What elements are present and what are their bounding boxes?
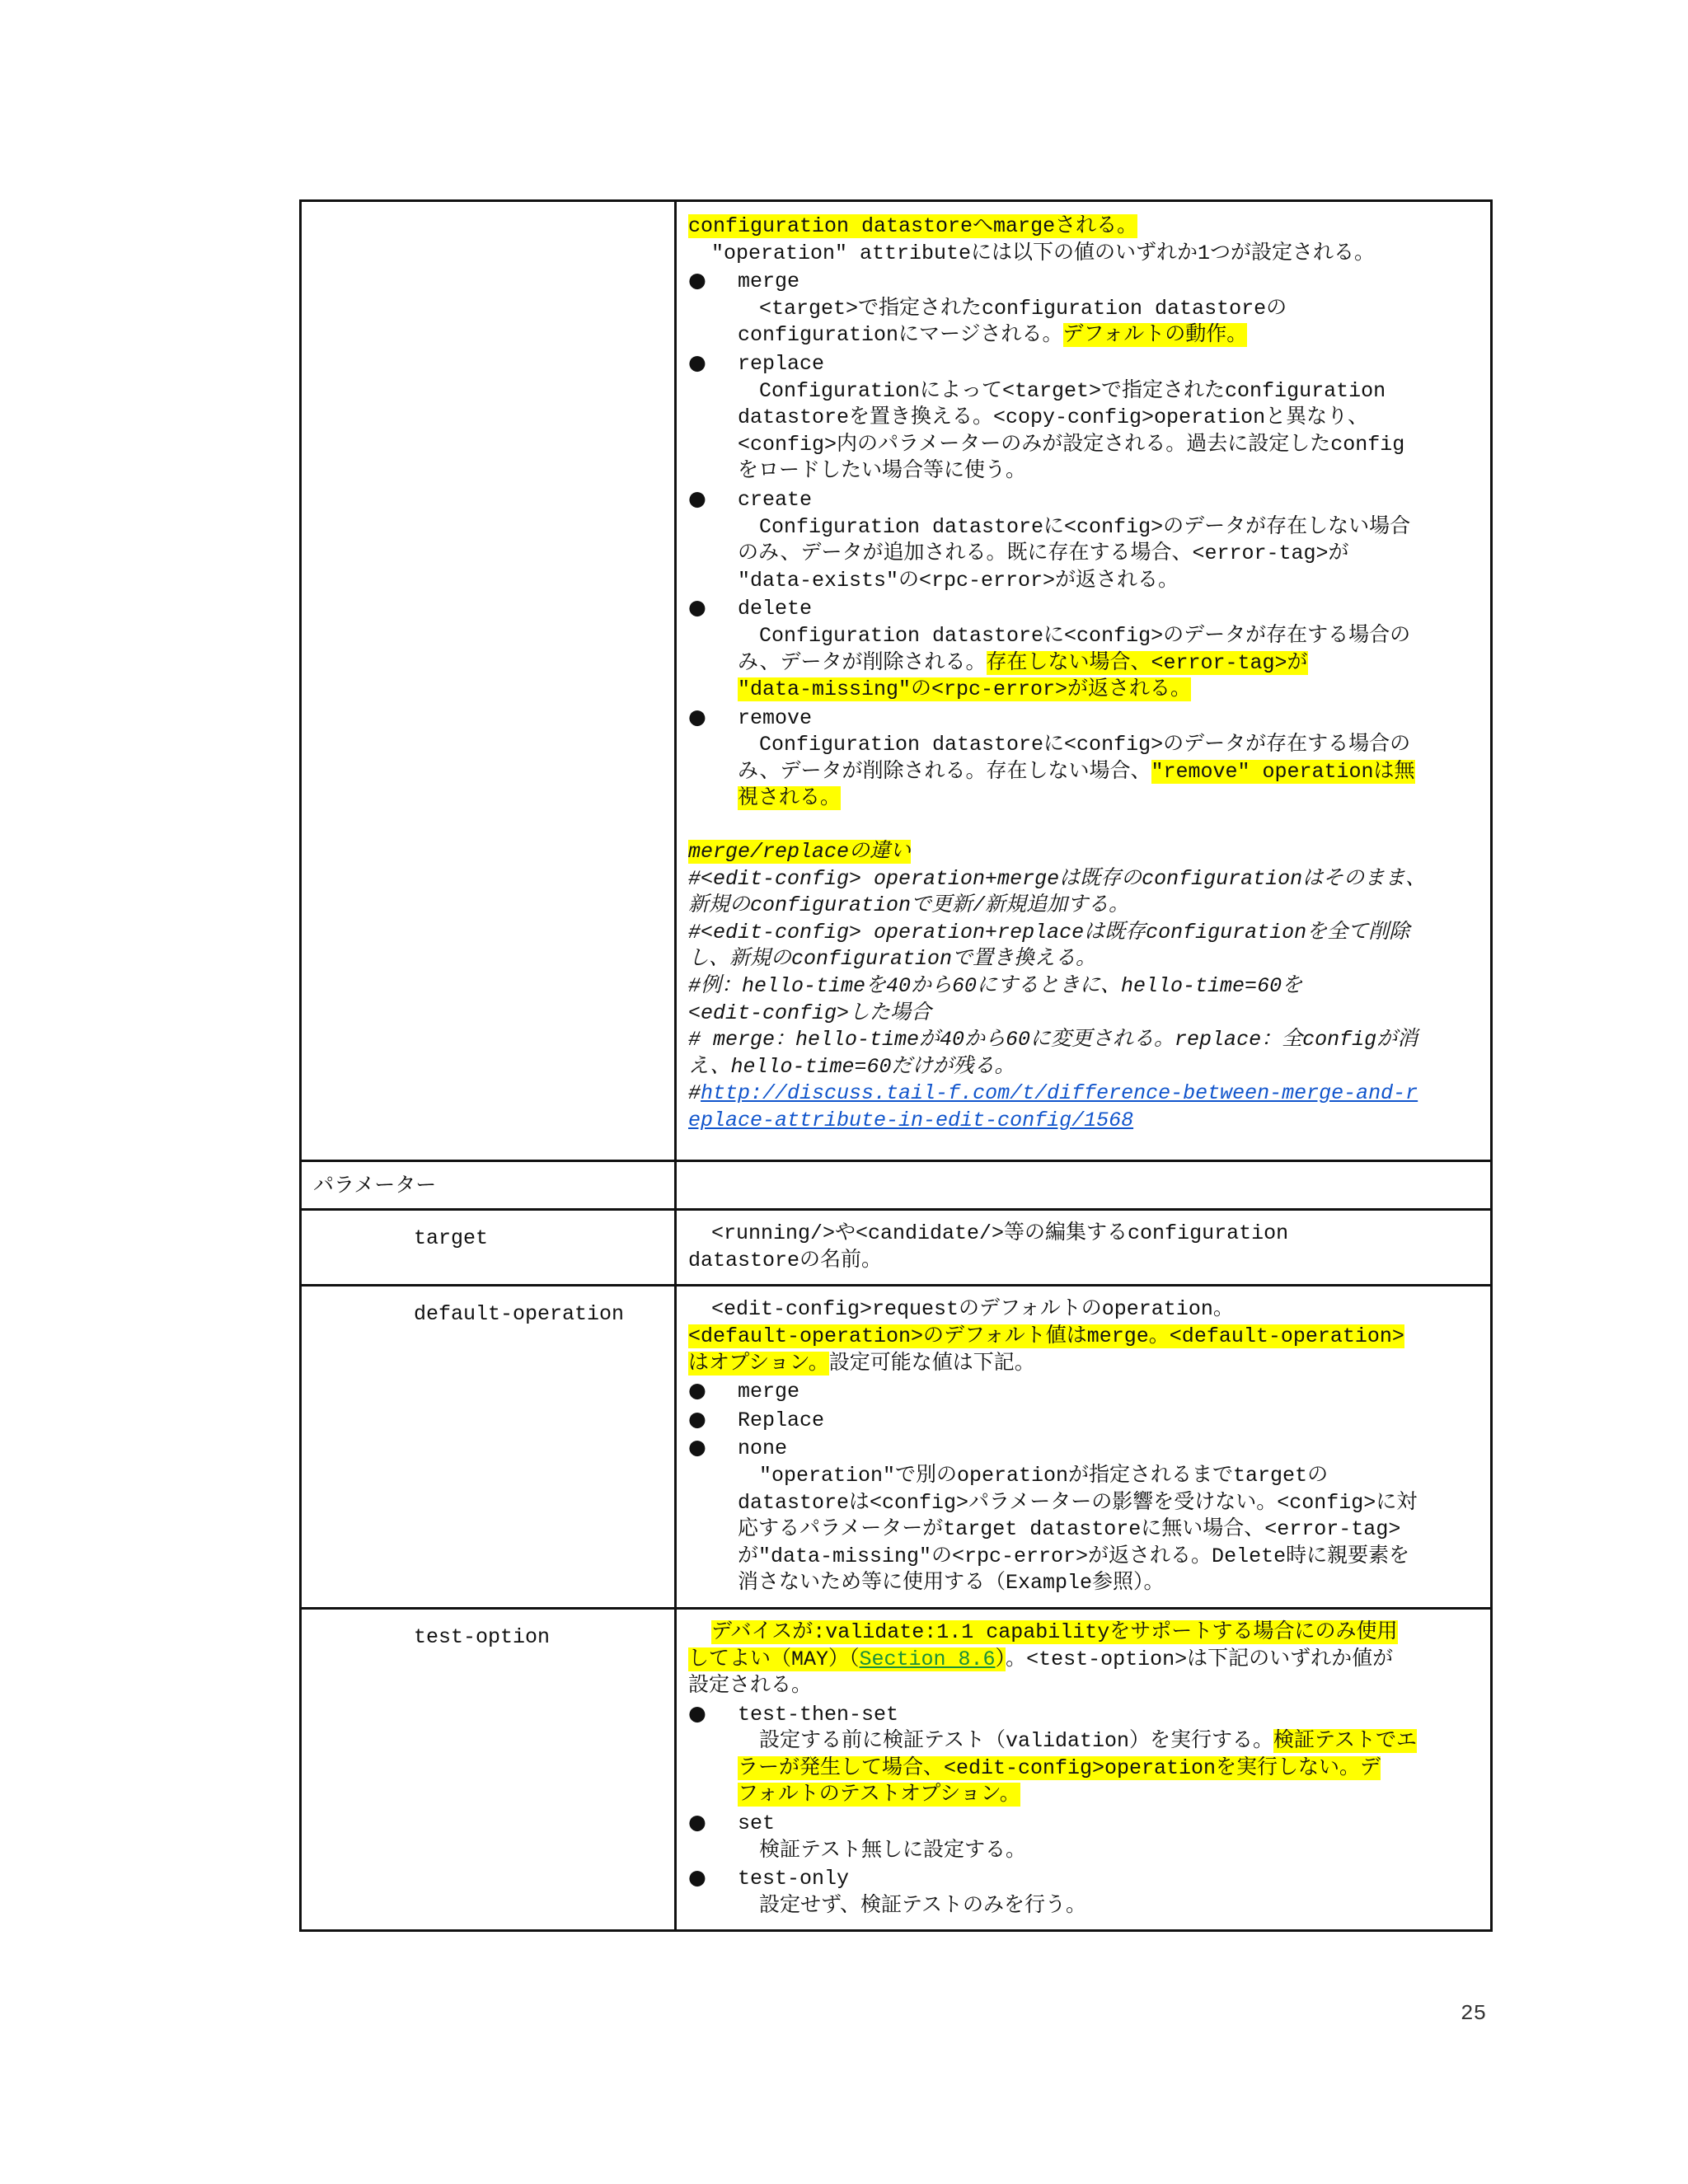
bullet-test-then-set: ● test-then-set	[688, 1700, 899, 1727]
parameter-table	[299, 199, 1493, 1932]
param-name-test-option: test-option	[414, 1624, 551, 1649]
bullet-set: ● set	[688, 1810, 776, 1836]
bullet-delete: ● delete	[688, 595, 813, 621]
intro-highlight: configuration datastoreへmargeされる。	[688, 214, 1138, 238]
bullet-create: ● create	[688, 485, 813, 512]
table-row-default-operation	[301, 1286, 1492, 1609]
bullet-opt-merge: ● merge	[688, 1378, 800, 1404]
test-option-description: デバイスが:validate:1.1 capabilityをサポートする場合にのみ使用 してよい（MAY）（Section 8.6）。<test-option>は下記のいずれか値が 設定される。 ● test-then-set 設定する前に検証テスト（validation）を実行する。検証テストでエ ラーが発生して場合、<edit-config>operationを実行しない。デ フォルトのテストオプション。 ● set 検証テスト無しに設定する。 ● test-only 設定せず、検証テストのみを行う。	[676, 1608, 1492, 1931]
param-name-default-operation: default-operation	[414, 1302, 625, 1327]
table-row-operation	[301, 201, 1492, 1161]
page-number: 25	[1461, 2001, 1487, 2026]
empty-cell	[676, 1160, 1492, 1210]
bullet-remove: ● remove	[688, 704, 813, 730]
param-name-target: target	[414, 1226, 489, 1251]
bullet-test-only: ● test-only	[688, 1865, 850, 1891]
bullet-opt-replace: ● Replace	[688, 1406, 825, 1432]
params-header: パラメーター	[301, 1160, 676, 1210]
bullet-merge: ● merge	[688, 268, 800, 294]
operation-description-cell: configuration datastoreへmargeされる。 "operation" attributeには以下の値のいずれか1つが設定される。 ● merge <target>で指定されたconfiguration datastoreの configurationにマージされる。デフォルトの動作。 ● replace Configurationによって<target>で指定されたconfiguration datastoreを置き換える。<copy-config>operationと異なり、 <config>内のパラメーターのみが設定される。過去に設定したconfig をロードしたい場合等に使う。 ● create Configuration datastoreに<config>のデータが存在しない場合 のみ、データが追加される。既に存在する場合、<error-tag>が "data-exists"の<rpc-error>が返される。 ● delete Configuration datastoreに<config>のデータが存在する場合の み、データが削除される。存在しない場合、<error-tag>が "data-missing"の<rpc-error>が返される。 ● remove Configuration datastoreに<config>のデータが存在する場合の み、データが削除される。存在しない場合、"remove" operationは無 視される。 merge/replaceの違い #<edit-config> operation+mergeは既存のconfigurationはそのまま、 新規のconfigurationで更新/新規追加する。 #<edit-config> operation+replaceは既存configurationを全て削除 し、新規のconfigurationで置き換える。 #例：hello-timeを40から60にするときに、hello-time=60を <edit-config>した場合 # merge：hello-timeが40から60に変更される。replace：全configが消 え、hello-time=60だけが残る。 #http://discuss.tail-f.com/t/difference-between-merge-and-r eplace-attribute-in-edit-config/1568	[676, 201, 1492, 1161]
bullet-replace: ● replace	[688, 349, 825, 376]
attr-line: "operation" attributeには以下の値のいずれか1つが設定される。	[711, 241, 1376, 265]
empty-cell	[301, 201, 676, 1161]
section-link[interactable]: Section 8.6	[859, 1647, 996, 1671]
note-title: merge/replaceの違い	[688, 840, 912, 865]
table-row-params-header	[301, 1160, 1492, 1210]
table-row-target	[301, 1210, 1492, 1286]
merge-default-highlight: デフォルトの動作。	[1062, 323, 1248, 348]
table-row-test-option	[301, 1608, 1492, 1931]
default-operation-description: <edit-config>requestのデフォルトのoperation。 <default-operation>のデフォルト値はmerge。<default-operation> はオプション。設定可能な値は下記。 ● merge ● Replace ● none "operation"で別のoperationが指定されるまでtargetの datastoreは<config>パラメーターの影響を受けない。<config>に対 応するパラメーターがtarget datastoreに無い場合、<error-tag> が"data-missing"の<rpc-error>が返される。Delete時に親要素を 消さないため等に使用する（Example参照）。	[676, 1286, 1492, 1609]
reference-link[interactable]: http://discuss.tail-f.com/t/difference-between-merge-and-r	[701, 1081, 1418, 1106]
target-description: <running/>や<candidate/>等の編集するconfiguration datastoreの名前。	[676, 1210, 1492, 1286]
bullet-opt-none: ● none	[688, 1435, 788, 1461]
reference-link-cont[interactable]: eplace-attribute-in-edit-config/1568	[688, 1108, 1134, 1132]
